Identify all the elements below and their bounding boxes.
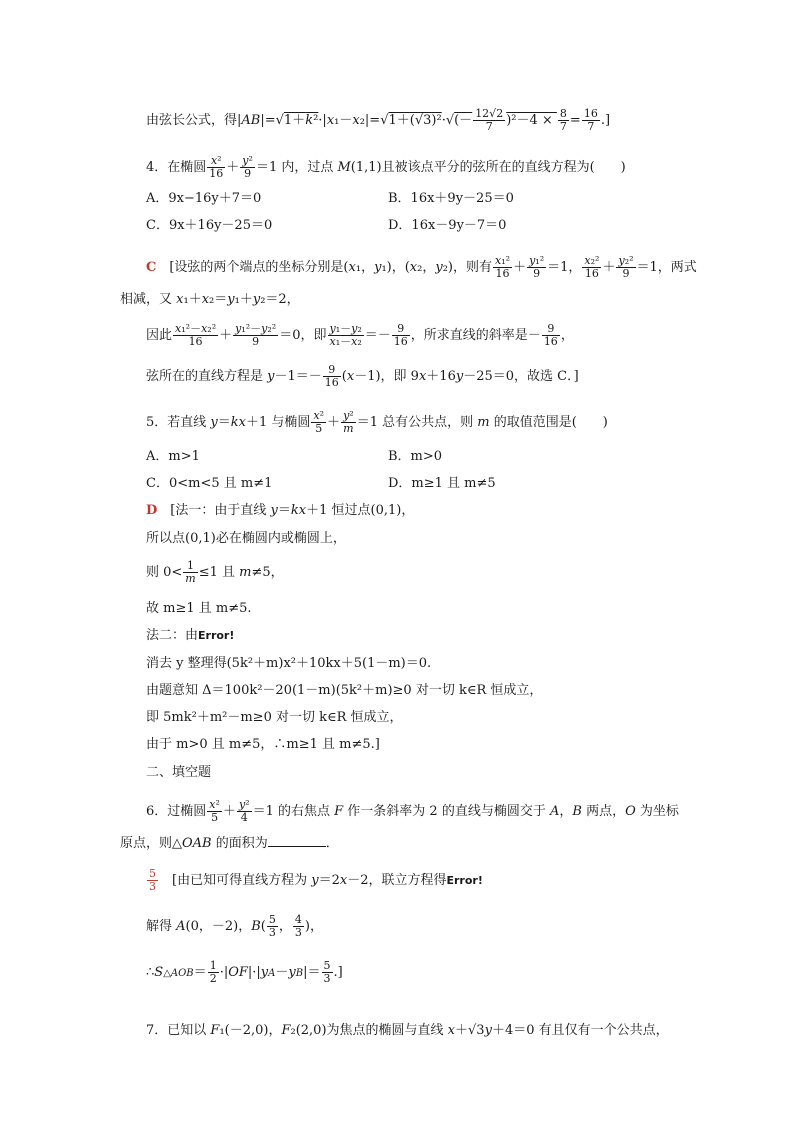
question-5: 5．若直线 y＝kx＋1 与椭圆 $\frac{\text{x²}}{5}$ ＋ $\frac{\text{y²}}{m}$ ＝1 总有公共点，则 m 的取值范围是( ) (146, 409, 608, 435)
answer-5-line-6: 消去 y 整理得(5k²＋m)x²＋10kx＋5(1－m)＝0. (146, 656, 432, 671)
chord-length-line: 由弦长公式，得|AB|=√1＋k²·|x₁－x₂|=√1＋(√3)²·√(－ $\frac{12√2}{7}$ )²－4 × $\frac{8}{7}$ = $\frac{16}{7}$ .] (146, 107, 611, 133)
answer-5-line-9: 由于 m>0 且 m≠5，∴m≥1 且 m≠5.] (146, 737, 380, 752)
answer-5-line-2: 所以点(0,1)必在椭圆内或椭圆上， (146, 531, 346, 546)
answer-5-line-3: 则 0< $\frac{1}{m}$ ≤1 且 m≠5， (146, 559, 284, 585)
option-4d: D．16x－9y－7＝0 (388, 218, 507, 233)
error-marker-2: Error! (446, 874, 483, 887)
answer-4-line-2: 相减，又 x₁＋x₂＝y₁＋y₂＝2， (120, 292, 300, 307)
answer-6-line-2: 解得 A(0，－2)，B( $\frac{5}{3}$ ， $\frac{4}{3}$ )， (146, 913, 323, 939)
question-4: 4．在椭圆 $\frac{\text{x²}}{16}$ ＋ $\frac{\text{y²}}{9}$ ＝1 内，过点 M(1,1)且被该点平分的弦所在的直线方程为( ) (146, 154, 626, 180)
answer-5-line-4: 故 m≥1 且 m≠5. (146, 601, 252, 616)
error-marker: Error! (198, 629, 235, 642)
answer-5-line-7: 由题意知 Δ＝100k²－20(1－m)(5k²＋m)≥0 对一切 k∈R 恒成立， (146, 683, 543, 698)
answer-5-method2-label: 法二：由 (146, 628, 199, 643)
answer-5-line-8: 即 5mk²＋m²－m≥0 对一切 k∈R 恒成立， (146, 710, 403, 725)
answer-5-line-1: D [法一：由于直线 y＝kx＋1 恒过点(0,1)， (146, 503, 415, 518)
option-4a: A．9x−16y＋7＝0 (146, 191, 262, 206)
option-4c: C．9x＋16y－25＝0 (146, 218, 273, 233)
answer-6-line-3: ∴S△AOB＝ $\frac{1}{2}$ ·|OF|·|yA－yB|＝ $\frac{5}{3}$ .] (146, 959, 343, 985)
answer-6-line-1: $\frac{5}{3}$ [由已知可得直线方程为 y＝2x－2，联立方程得Error! (146, 868, 483, 893)
option-5d: D．m≥1 且 m≠5 (388, 476, 496, 491)
section-heading-fill-in: 二、填空题 (146, 765, 212, 780)
answer-4-line-1: C [设弦的两个端点的坐标分别是(x₁，y₁)，(x₂，y₂)，则有 $\frac{\text{x₁²}}{16}$ ＋ $\frac{\text{y₁²}}{9}$ ＝1， $\frac{\text{x₂²}}{16}$ ＋ $\frac{\text{y₂²}}{9}$ ＝1，两式 (146, 254, 697, 280)
question-6-line-1: 6．过椭圆 $\frac{\text{x²}}{5}$ ＋ $\frac{\text{y²}}{4}$ ＝1 的右焦点 F 作一条斜率为 2 的直线与椭圆交于 A，B 两点，O 为坐标 (146, 798, 679, 824)
answer-4-letter: C (146, 260, 157, 275)
option-5c: C．0<m<5 且 m≠1 (146, 476, 273, 491)
question-7: 7．已知以 F₁(－2,0)，F₂(2,0)为焦点的椭圆与直线 x＋√3y＋4＝0 有且仅有一个公共点， (146, 1023, 669, 1038)
option-5a: A．m>1 (146, 449, 200, 464)
answer-5-line-5 (146, 627, 234, 645)
answer-blank (268, 834, 326, 847)
answer-6-value: $\frac{5}{3}$ (149, 867, 156, 893)
answer-4-line-4: 弦所在的直线方程是 y－1＝－ $\frac{9}{16}$ (x－1)，即 9x＋16y－25＝0，故选 C．] (146, 363, 579, 389)
question-6-line-2: 原点，则△OAB 的面积为 ． (120, 836, 339, 851)
answer-5-letter: D (146, 503, 158, 518)
option-5b: B．m>0 (388, 449, 443, 464)
option-4b: B．16x＋9y－25＝0 (388, 191, 514, 206)
answer-4-line-3: 因此 $\frac{\text{x₁²－x₂²}}{16}$ ＋ $\frac{\text{y₁²－y₂²}}{9}$ ＝0，即 $\frac{\text{y₁－y₂}}{\text{x₁－x₂}}$ ＝－ $\frac{9}{16}$ ，所求直线的斜率是－ $\frac{9}{16}$ ， (146, 322, 574, 348)
